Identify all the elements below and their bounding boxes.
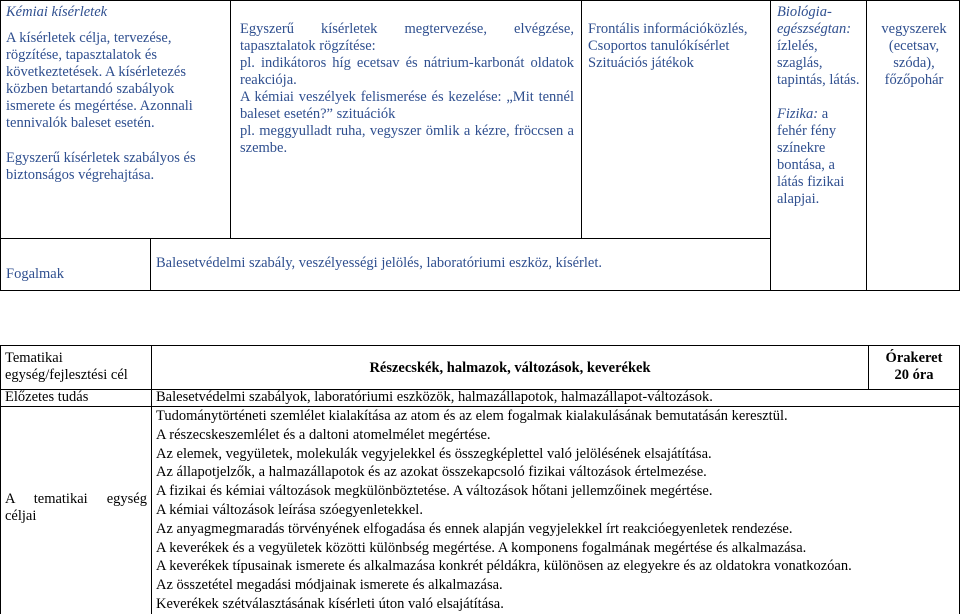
celjai-label: A tematikai egység céljai — [5, 491, 147, 524]
orakeret-cell — [869, 350, 959, 384]
celjai-line: Az állapotjelzők, a halmazállapotok és az azokat összekapcsoló fizikai változások értelmezése. — [156, 464, 707, 481]
equipment-cell: vegyszerek (ecetsav, szóda), főzőpohár — [881, 21, 947, 88]
celjai-line: A keverékek és a vegyületek közötti különbség megértése. A komponens fogalmának megértése és alkalmazása. — [156, 539, 807, 556]
physics-label: Fizika: — [777, 106, 819, 122]
celjai-line: Az összetétel megadási módjainak ismerete és alkalmazása. — [156, 577, 503, 594]
elozetes-label: Előzetes tudás — [5, 389, 89, 405]
biology-text: ízlelés, szaglás, tapintás, látás. — [777, 38, 860, 88]
physics-label-row — [777, 106, 865, 123]
celjai-list — [156, 407, 956, 614]
topic-paragraph-1: A kísérletek célja, tervezése, rögzítése, tapasztalatok és következtetések. A kísérletezés közben betartandó szabályok ismerete és megértése. Azonnali tennivalók baleset esetén. — [6, 30, 193, 131]
celjai-line: Keverékek szétválasztásának kísérleti úton való elsajátítása. — [156, 595, 504, 612]
elozetes-text: Balesetvédelmi szabályok, laboratóriumi eszközök, halmazállapotok, halmazállapot-változások. — [156, 389, 713, 405]
methods-line-3: Szituációs játékok — [588, 55, 694, 71]
celjai-line: A fizikai és kémiai változások megkülönböztetése. A változások hőtani jellemzőinek megértése. — [156, 483, 713, 500]
fogalmak-text: Balesetvédelmi szabály, veszélyességi jelölés, laboratóriumi eszköz, kísérlet. — [156, 255, 602, 271]
celjai-line: A keverékek típusainak ismerete és alkalmazása konkrét példákra, különösen az elegyekre és az oldatokra vonatkozóan. — [156, 558, 852, 575]
physics-label-suffix: a — [821, 106, 829, 122]
topic-paragraph-2: Egyszerű kísérletek szabályos és biztonságos végrehajtása. — [6, 150, 196, 183]
celjai-line: Az elemek, vegyületek, molekulák vegyjelekkel és összegképlettel való jelölésének elsajátítása. — [156, 445, 712, 462]
celjai-line: Tudománytörténeti szemlélet kialakítása az atom és az elem fogalmak kialakulásának bemutatásán keresztül. — [156, 408, 788, 424]
celjai-line: A részecskeszemlélet és a daltoni atomelmélet megértése. — [156, 426, 491, 443]
topic-heading: Kémiai kísérletek — [6, 4, 108, 20]
connections-cell — [777, 4, 865, 208]
tema-title: Részecskék, halmazok, változások, keverékek — [369, 360, 651, 376]
methods-cell — [588, 21, 768, 72]
methods-line-1: Frontális információközlés, — [588, 21, 748, 37]
celjai-line: Az anyagmegmaradás törvényének elfogadása és ennek alapján vegyjelekkel írt reakcióegyenletek rendezése. — [156, 520, 793, 537]
activities-line-1: Egyszerű kísérletek megtervezése, elvégzése, tapasztalatok rögzítése: — [240, 21, 574, 54]
physics-text: fehér fény színekre bontása, a látás fizikai alapjai. — [777, 123, 845, 207]
activities-line-3: A kémiai veszélyek felismerése és kezelése: „Mit tennél baleset esetén?” szituációk — [240, 89, 574, 122]
fogalmak-label: Fogalmak — [6, 266, 64, 282]
celjai-line: A kémiai változások leírása szóegyenletekkel. — [156, 501, 423, 518]
orakeret-value: 20 óra — [894, 367, 934, 383]
activities-line-4: pl. meggyulladt ruha, vegyszer ömlik a kézre, fröccsen a szembe. — [240, 123, 574, 156]
biology-label: Biológia-egészségtan: — [777, 4, 852, 37]
activities-cell — [240, 21, 574, 157]
orakeret-label: Órakeret — [885, 350, 943, 366]
methods-line-2: Csoportos tanulókísérlet — [588, 38, 730, 54]
activities-line-2: pl. indikátoros híg ecetsav és nátrium-karbonát oldatok reakciója. — [240, 55, 574, 88]
tema-label: Tematikai egység/fejlesztési cél — [5, 350, 128, 383]
